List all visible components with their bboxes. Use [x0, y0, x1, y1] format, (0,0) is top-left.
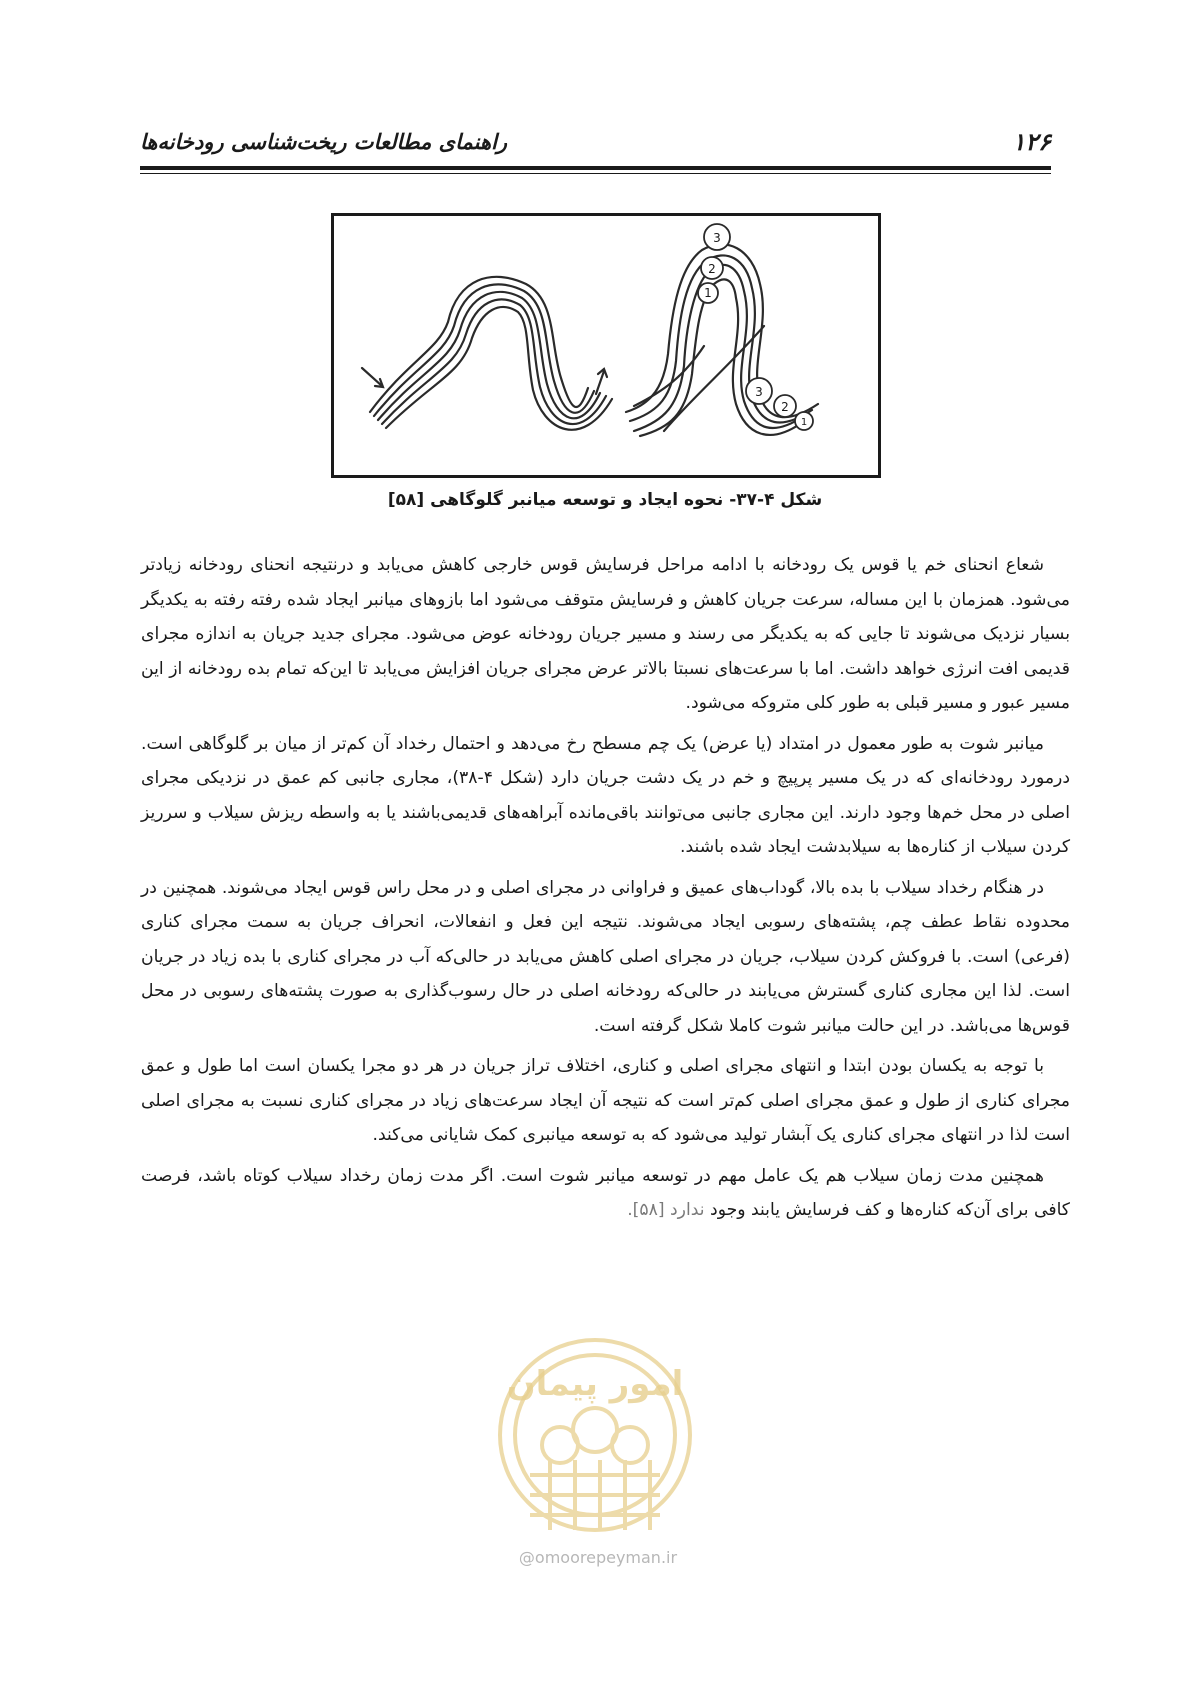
- watermark-logo: [490, 1325, 700, 1575]
- stage-label: 1: [800, 417, 808, 428]
- meander-cutoff-drawing: [334, 216, 878, 475]
- flow-arrow-left: [362, 368, 382, 386]
- header-rule-thin: [140, 173, 1051, 174]
- figure-neck-cutoff: [331, 213, 881, 478]
- page-number: ۱۲۶: [1012, 128, 1051, 156]
- stage-label: 2: [708, 262, 716, 276]
- stage-label: 2: [781, 400, 789, 414]
- body-text: [141, 548, 1070, 1232]
- stage-label: 3: [755, 385, 763, 399]
- paragraph: با توجه به یکسان بودن ابتدا و انتهای مجرای اصلی و کناری، اختلاف تراز جریان در هر دو مجرا یکسان است اما طول و عمق مجرای کناری از طول و عمق مجرای اصلی کم‌تر است که نتیجه آن ایجاد سرعت‌های زیاد در مجرای کناری نسبت به مجرای اصلی است لذا در انتهای مجرای کناری یک آبشار تولید می‌شود که به توسعه میانبری کمک شایانی می‌کند.: [141, 1056, 1070, 1145]
- stage-label: 1: [704, 286, 712, 300]
- watermark-url: @omoorepeyman.ir: [518, 1548, 678, 1567]
- stage-label: 3: [713, 231, 721, 245]
- paragraph: در هنگام رخداد سیلاب با بده بالا، گوداب‌های عمیق و فراوانی در مجرای اصلی و در محل راس قوس ایجاد می‌شوند. همچنین در محدوده نقاط عطف چم، پشته‌های رسوبی ایجاد می‌شوند. نتیجه این فعل و انفعالات، انحراف جریان به سمت مجرای کناری (فرعی) است. با فروکش کردن سیلاب، جریان در مجرای اصلی کاهش می‌یابد در حالی‌که آب در مجرای کناری با بده زیاد در جریان است. لذا این مجاری کناری گسترش می‌یابند در حالی‌که رودخانه اصلی در حال رسوب‌گذاری به صورت پشته‌های رسوبی در محل قوس‌ها می‌باشد. در این حالت میانبر شوت کاملا شکل گرفته است.: [141, 877, 1070, 1036]
- watermark-logo-text: امور پیمان: [506, 1364, 684, 1404]
- running-title: راهنمای مطالعات ریخت‌شناسی رودخانه‌ها: [140, 130, 508, 154]
- left-meander-line: [370, 277, 588, 412]
- paragraph: شعاع انحنای خم یا قوس یک رودخانه با ادامه مراحل فرسایش قوس خارجی کاهش می‌یابد و درنتیجه انحنای رودخانه زیادتر می‌شود. همزمان با این مساله، سرعت جریان کاهش و فرسایش متوقف می‌شود اما بازوهای میانبر ایجاد شده رفته رفته به یکدیگر بسیار نزدیک می‌شوند تا جایی که به یکدیگر می رسند و مسیر جریان رودخانه عوض می‌شود. مجرای جدید جریان به اندازه مجرای قدیمی افت انرژی خواهد داشت. اما با سرعت‌های نسبتا بالاتر عرض مجرای جریان افزایش می‌یابد تا این‌که تمام بده رودخانه از این مسیر عبور و مسیر قبلی به طور کلی متروکه می‌شود.: [141, 555, 1070, 713]
- figure-caption: شکل ۴-۳۷- نحوه ایجاد و توسعه میانبر گلوگاهی [۵۸]: [387, 490, 823, 510]
- paragraph-text: همچنین مدت زمان سیلاب هم یک عامل مهم در توسعه میانبر شوت است. اگر مدت زمان رخداد سیلاب کوتاه باشد، فرصت کافی برای آن‌که کناره‌ها و کف فرسایش یابند وجود: [141, 1165, 1070, 1220]
- citation: ندارد [۵۸].: [627, 1200, 705, 1220]
- header-rule: [140, 166, 1051, 170]
- paragraph: [141, 1159, 1070, 1228]
- paragraph: میانبر شوت به طور معمول در امتداد (یا عرض) یک چم مسطح رخ می‌دهد و احتمال رخداد آن کم‌تر از میان بر گلوگاهی است. درمورد رودخانه‌ای که در یک مسیر پرپیچ و خم در یک دشت جریان دارد (شکل ۴-۳۸)، مجاری جانبی کم عمق در نزدیکی مجرای اصلی در محل خم‌ها وجود دارند. این مجاری جانبی می‌توانند باقی‌مانده آبراهه‌های قدیمی‌باشند یا به واسطه ریزش سیلاب و سرریز کردن سیلاب از کناره‌ها به سیلابدشت ایجاد شده باشند.: [141, 733, 1070, 857]
- page-header: [140, 118, 1051, 166]
